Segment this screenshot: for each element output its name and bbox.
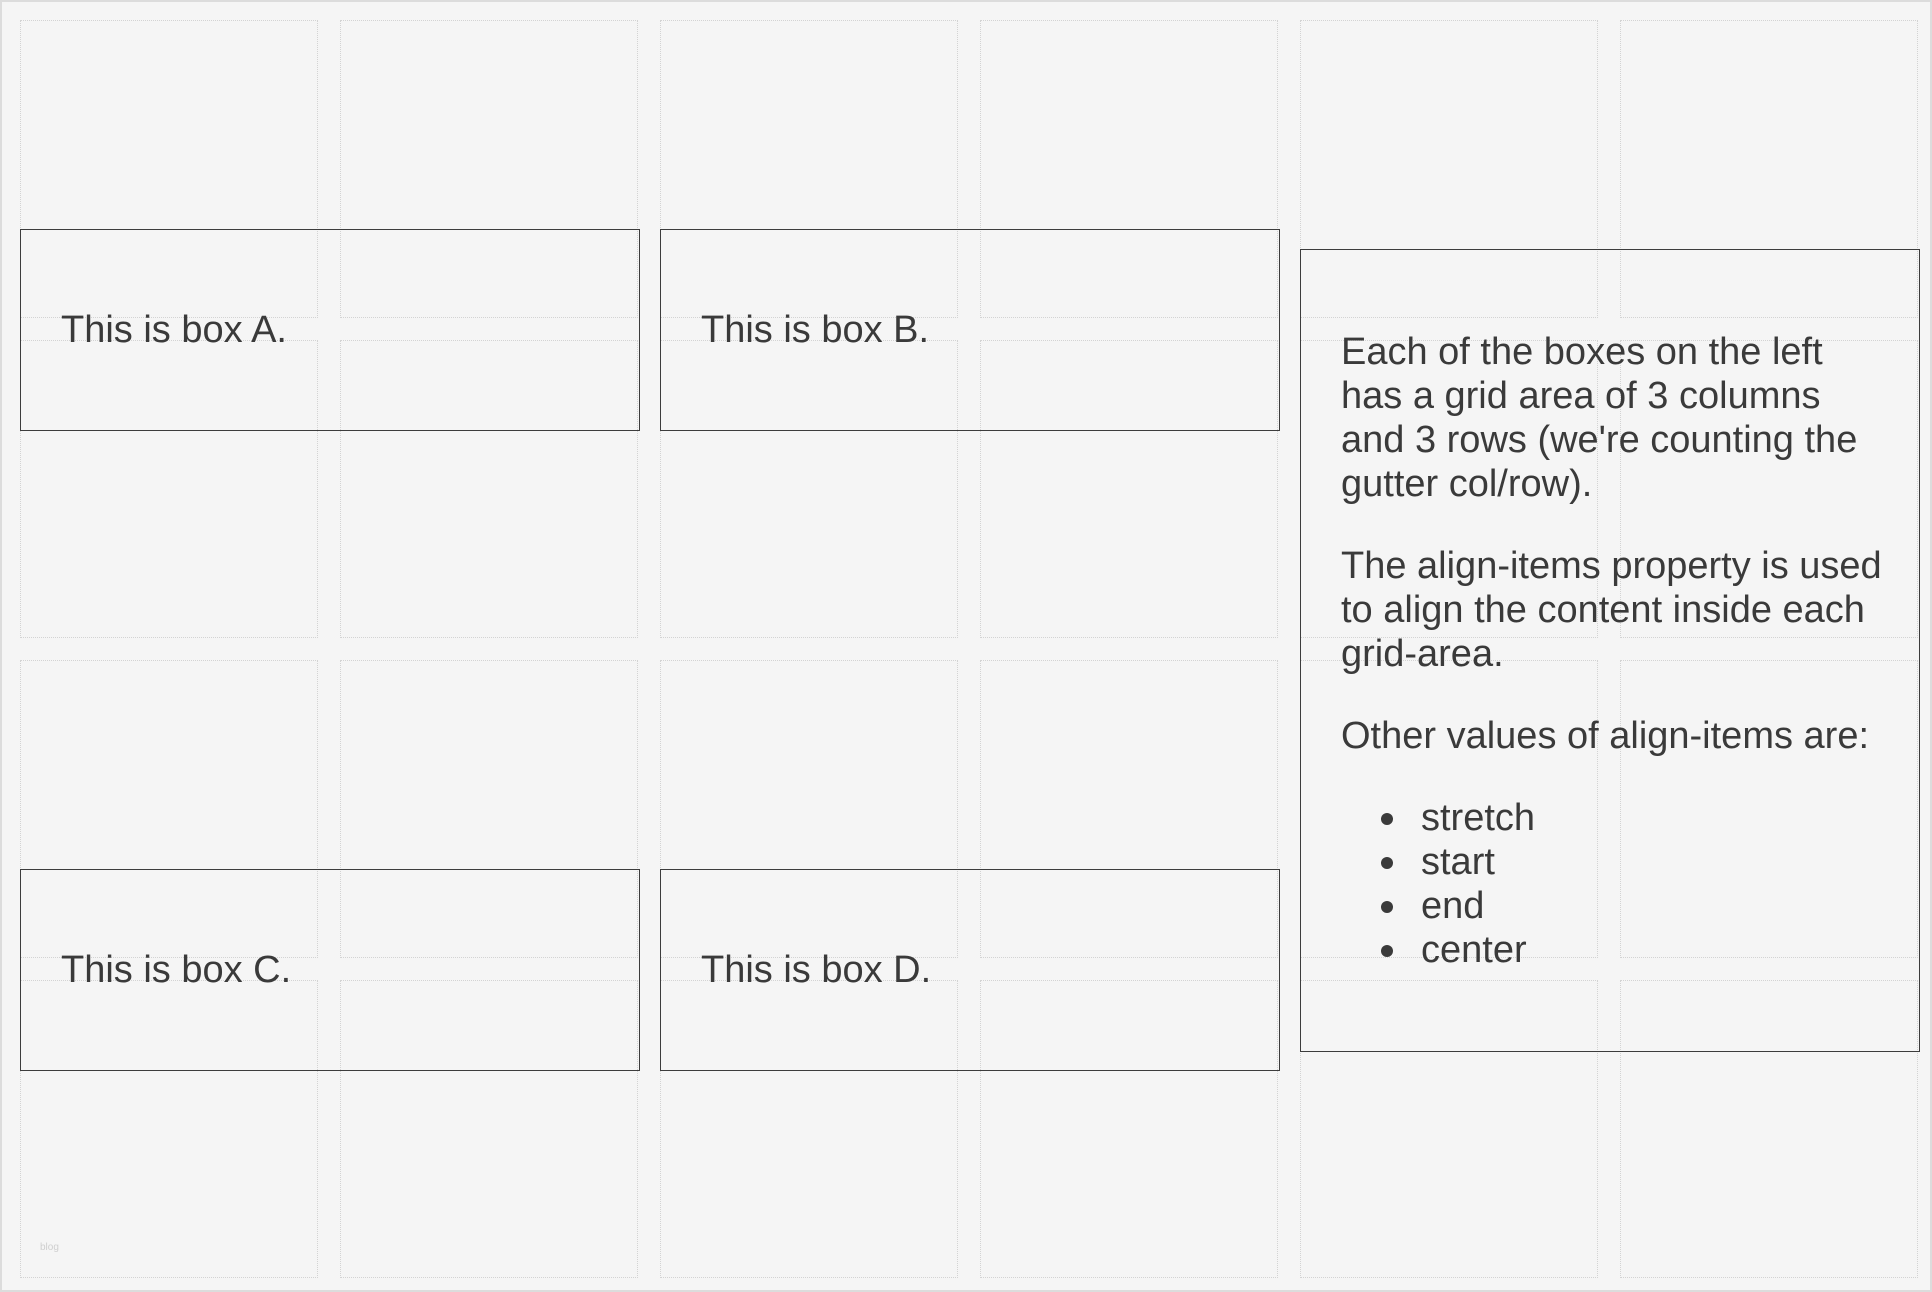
bullet-icon [1381, 901, 1393, 913]
bullet-icon [1381, 945, 1393, 957]
list-item [1421, 884, 1889, 928]
info-paragraph-align-items: The align-items property is used to align the content inside each grid-area. [1341, 545, 1882, 675]
info-paragraph-other-values: Other values of align-items are: [1341, 715, 1870, 757]
box-d [660, 869, 1280, 1071]
box-a [20, 229, 640, 431]
box-b [660, 229, 1280, 431]
box-a-label: This is box A. [61, 309, 287, 351]
list-item [1421, 928, 1889, 972]
list-item [1421, 840, 1889, 884]
box-d-label: This is box D. [701, 949, 932, 991]
box-c [20, 869, 640, 1071]
box-c-label: This is box C. [61, 949, 292, 991]
list-item [1421, 796, 1889, 840]
box-b-label: This is box B. [701, 309, 930, 351]
list-item-label: start [1421, 841, 1495, 883]
list-item-label: stretch [1421, 797, 1536, 839]
list-item-label: center [1421, 929, 1527, 971]
bullet-icon [1381, 813, 1393, 825]
info-panel [1300, 249, 1920, 1052]
bullet-icon [1381, 857, 1393, 869]
info-paragraph-grid-area: Each of the boxes on the left has a grid area of 3 columns and 3 rows (we're counting the gutter col/row). [1341, 331, 1858, 505]
align-items-values-list [1341, 796, 1889, 972]
watermark: blog [40, 1242, 59, 1253]
list-item-label: end [1421, 885, 1485, 927]
